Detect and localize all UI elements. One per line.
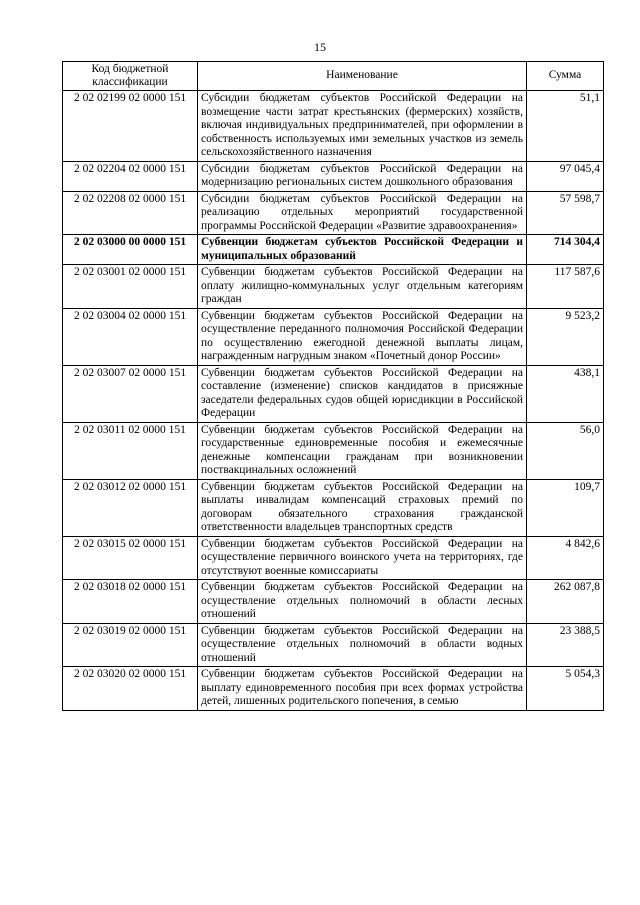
amount-cell: 4 842,6: [527, 536, 604, 580]
table-row: [63, 667, 604, 711]
item-name-cell: Субвенции бюджетам субъектов Российской Федерации на составление (изменение) списков кандидатов в присяжные заседатели федеральных судов общей юрисдикции в Российской Федерации: [198, 365, 527, 422]
budget-code-cell: 2 02 02199 02 0000 151: [63, 91, 198, 162]
amount-cell: 109,7: [527, 479, 604, 536]
budget-code-cell: 2 02 03015 02 0000 151: [63, 536, 198, 580]
table-row: [63, 265, 604, 309]
amount-cell: 117 587,6: [527, 265, 604, 309]
amount-cell: 438,1: [527, 365, 604, 422]
budget-code-cell: 2 02 03018 02 0000 151: [63, 580, 198, 624]
item-name-cell: Субвенции бюджетам субъектов Российской Федерации на выплаты инвалидам компенсаций страховых премий по договорам обязательного страхования гражданской ответственности владельцев транспортных средств: [198, 479, 527, 536]
item-name-cell: Субвенции бюджетам субъектов Российской Федерации на осуществление переданного полномочия Российской Федерации по осуществлению ежегодной денежной выплаты лицам, награжденным нагрудным знаком «Почетный донор России»: [198, 308, 527, 365]
budget-code-cell: 2 02 03020 02 0000 151: [63, 667, 198, 711]
table-row: [63, 365, 604, 422]
amount-cell: 23 388,5: [527, 623, 604, 667]
table-header-row: [63, 62, 604, 91]
table-body: [63, 91, 604, 711]
amount-cell: 262 087,8: [527, 580, 604, 624]
amount-cell: 56,0: [527, 422, 604, 479]
table-row: [63, 623, 604, 667]
item-name-cell: Субвенции бюджетам субъектов Российской Федерации на государственные единовременные пособия и ежемесячные денежные компенсации гражданам при возникновении поствакцинальных осложнений: [198, 422, 527, 479]
budget-code-cell: 2 02 03000 00 0000 151: [63, 235, 198, 265]
item-name-cell: Субсидии бюджетам субъектов Российской Федерации на модернизацию региональных систем дошкольного образования: [198, 161, 527, 191]
amount-cell: 9 523,2: [527, 308, 604, 365]
table-row: [63, 191, 604, 235]
amount-cell: 714 304,4: [527, 235, 604, 265]
table-row: [63, 308, 604, 365]
page-number: 15: [314, 40, 326, 54]
item-name-cell: Субвенции бюджетам субъектов Российской Федерации на оплату жилищно-коммунальных услуг отдельным категориям граждан: [198, 265, 527, 309]
item-name-cell: Субвенции бюджетам субъектов Российской Федерации на выплату единовременного пособия при всех формах устройства детей, лишенных родительского попечения, в семью: [198, 667, 527, 711]
header-sum: Сумма: [527, 62, 604, 91]
table-row: [63, 91, 604, 162]
table-row: [63, 536, 604, 580]
budget-table: [62, 61, 604, 711]
item-name-cell: Субвенции бюджетам субъектов Российской Федерации на осуществление отдельных полномочий в области лесных отношений: [198, 580, 527, 624]
table-row: [63, 422, 604, 479]
amount-cell: 97 045,4: [527, 161, 604, 191]
budget-code-cell: 2 02 02204 02 0000 151: [63, 161, 198, 191]
table-row: [63, 479, 604, 536]
budget-code-cell: 2 02 03001 02 0000 151: [63, 265, 198, 309]
budget-code-cell: 2 02 03019 02 0000 151: [63, 623, 198, 667]
item-name-cell: Субсидии бюджетам субъектов Российской Федерации на возмещение части затрат крестьянских (фермерских) хозяйств, включая индивидуальных предпринимателей, при оформлении в собственность используемых ими земельных участков из земель сельскохозяйственного назначения: [198, 91, 527, 162]
amount-cell: 57 598,7: [527, 191, 604, 235]
item-name-cell: Субвенции бюджетам субъектов Российской Федерации на осуществление первичного воинского учета на территориях, где отсутствуют военные комиссариаты: [198, 536, 527, 580]
amount-cell: 5 054,3: [527, 667, 604, 711]
item-name-cell: Субсидии бюджетам субъектов Российской Федерации на реализацию отдельных мероприятий государственной программы Российской Федерации «Развитие здравоохранения»: [198, 191, 527, 235]
budget-code-cell: 2 02 03004 02 0000 151: [63, 308, 198, 365]
budget-code-cell: 2 02 03007 02 0000 151: [63, 365, 198, 422]
table-row: [63, 161, 604, 191]
item-name-cell: Субвенции бюджетам субъектов Российской Федерации и муниципальных образований: [198, 235, 527, 265]
item-name-cell: Субвенции бюджетам субъектов Российской Федерации на осуществление отдельных полномочий в области водных отношений: [198, 623, 527, 667]
budget-code-cell: 2 02 03012 02 0000 151: [63, 479, 198, 536]
amount-cell: 51,1: [527, 91, 604, 162]
budget-code-cell: 2 02 02208 02 0000 151: [63, 191, 198, 235]
header-name: Наименование: [198, 62, 527, 91]
table-row: [63, 235, 604, 265]
budget-code-cell: 2 02 03011 02 0000 151: [63, 422, 198, 479]
header-code: Код бюджетной классификации: [63, 62, 198, 91]
table-row: [63, 580, 604, 624]
